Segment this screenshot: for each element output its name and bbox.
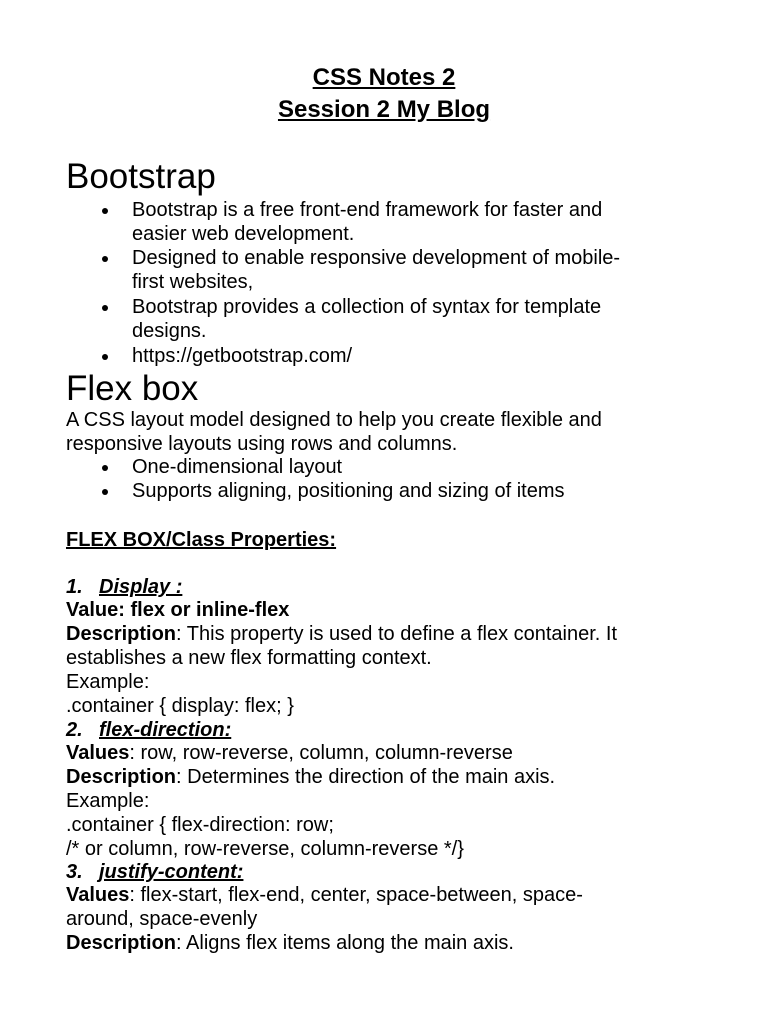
flexbox-intro-line2: responsive layouts using rows and columns. bbox=[66, 433, 458, 455]
bullet-dot bbox=[102, 256, 108, 262]
property-name: flex-direction: bbox=[99, 719, 232, 741]
direction-description-line bbox=[66, 765, 555, 789]
property-name: Display : bbox=[99, 576, 183, 598]
bullet-dot bbox=[102, 489, 108, 495]
display-description-line2: establishes a new flex formatting context. bbox=[66, 647, 432, 669]
justify-values-line2: around, space-evenly bbox=[66, 908, 258, 930]
flexbox-bullet-1: One-dimensional layout bbox=[132, 456, 343, 478]
bullet-dot bbox=[102, 465, 108, 471]
description-text: : This property is used to define a flex container. It bbox=[176, 623, 618, 645]
description-text: : Determines the direction of the main axis. bbox=[176, 766, 556, 788]
description-text: : Aligns flex items along the main axis. bbox=[176, 932, 514, 954]
doc-title-line1: CSS Notes 2 bbox=[312, 64, 456, 91]
flexbox-intro-line1: A CSS layout model designed to help you create flexible and bbox=[66, 409, 602, 431]
description-label: Description bbox=[66, 623, 177, 645]
bootstrap-bullet-3-line2: designs. bbox=[132, 320, 207, 342]
direction-values-line bbox=[66, 741, 513, 765]
bullet-dot bbox=[102, 305, 108, 311]
property-display-heading bbox=[66, 575, 182, 599]
display-example-label: Example: bbox=[66, 671, 150, 693]
values-label: Values bbox=[66, 742, 130, 764]
bootstrap-bullet-1-line2: easier web development. bbox=[132, 223, 355, 245]
display-description-line1 bbox=[66, 622, 617, 646]
display-value-line: Value: flex or inline-flex bbox=[66, 599, 290, 621]
display-example-code: .container { display: flex; } bbox=[66, 695, 294, 717]
bootstrap-bullet-3-line1: Bootstrap provides a collection of syntax for template bbox=[132, 296, 602, 318]
bootstrap-heading: Bootstrap bbox=[66, 157, 216, 196]
direction-example-code-line2: /* or column, row-reverse, column-reverse */} bbox=[66, 838, 464, 860]
bootstrap-bullet-2-line2: first websites, bbox=[132, 271, 254, 293]
justify-values-line1 bbox=[66, 883, 583, 907]
property-number: 1. bbox=[66, 576, 83, 598]
bullet-dot bbox=[102, 208, 108, 214]
direction-example-code-line1: .container { flex-direction: row; bbox=[66, 814, 334, 836]
values-text: : flex-start, flex-end, center, space-between, space- bbox=[129, 884, 583, 906]
bootstrap-link[interactable]: https://getbootstrap.com/ bbox=[132, 345, 353, 367]
flexbox-bullet-2: Supports aligning, positioning and sizing of items bbox=[132, 480, 565, 502]
property-name: justify-content: bbox=[99, 861, 244, 883]
bootstrap-bullet-1-line1: Bootstrap is a free front-end framework for faster and bbox=[132, 199, 603, 221]
property-number: 2. bbox=[66, 719, 83, 741]
properties-heading: FLEX BOX/Class Properties: bbox=[66, 529, 337, 551]
bootstrap-bullet-2-line1: Designed to enable responsive development of mobile- bbox=[132, 247, 621, 269]
justify-description-line bbox=[66, 931, 514, 955]
property-direction-heading bbox=[66, 718, 231, 742]
direction-example-label: Example: bbox=[66, 790, 150, 812]
property-number: 3. bbox=[66, 861, 83, 883]
values-text: : row, row-reverse, column, column-reverse bbox=[129, 742, 513, 764]
doc-title-line2: Session 2 My Blog bbox=[277, 96, 491, 123]
property-justify-heading bbox=[66, 860, 243, 884]
flexbox-heading: Flex box bbox=[66, 369, 199, 408]
bullet-dot bbox=[102, 354, 108, 360]
description-label: Description bbox=[66, 766, 177, 788]
values-label: Values bbox=[66, 884, 130, 906]
description-label: Description bbox=[66, 932, 177, 954]
